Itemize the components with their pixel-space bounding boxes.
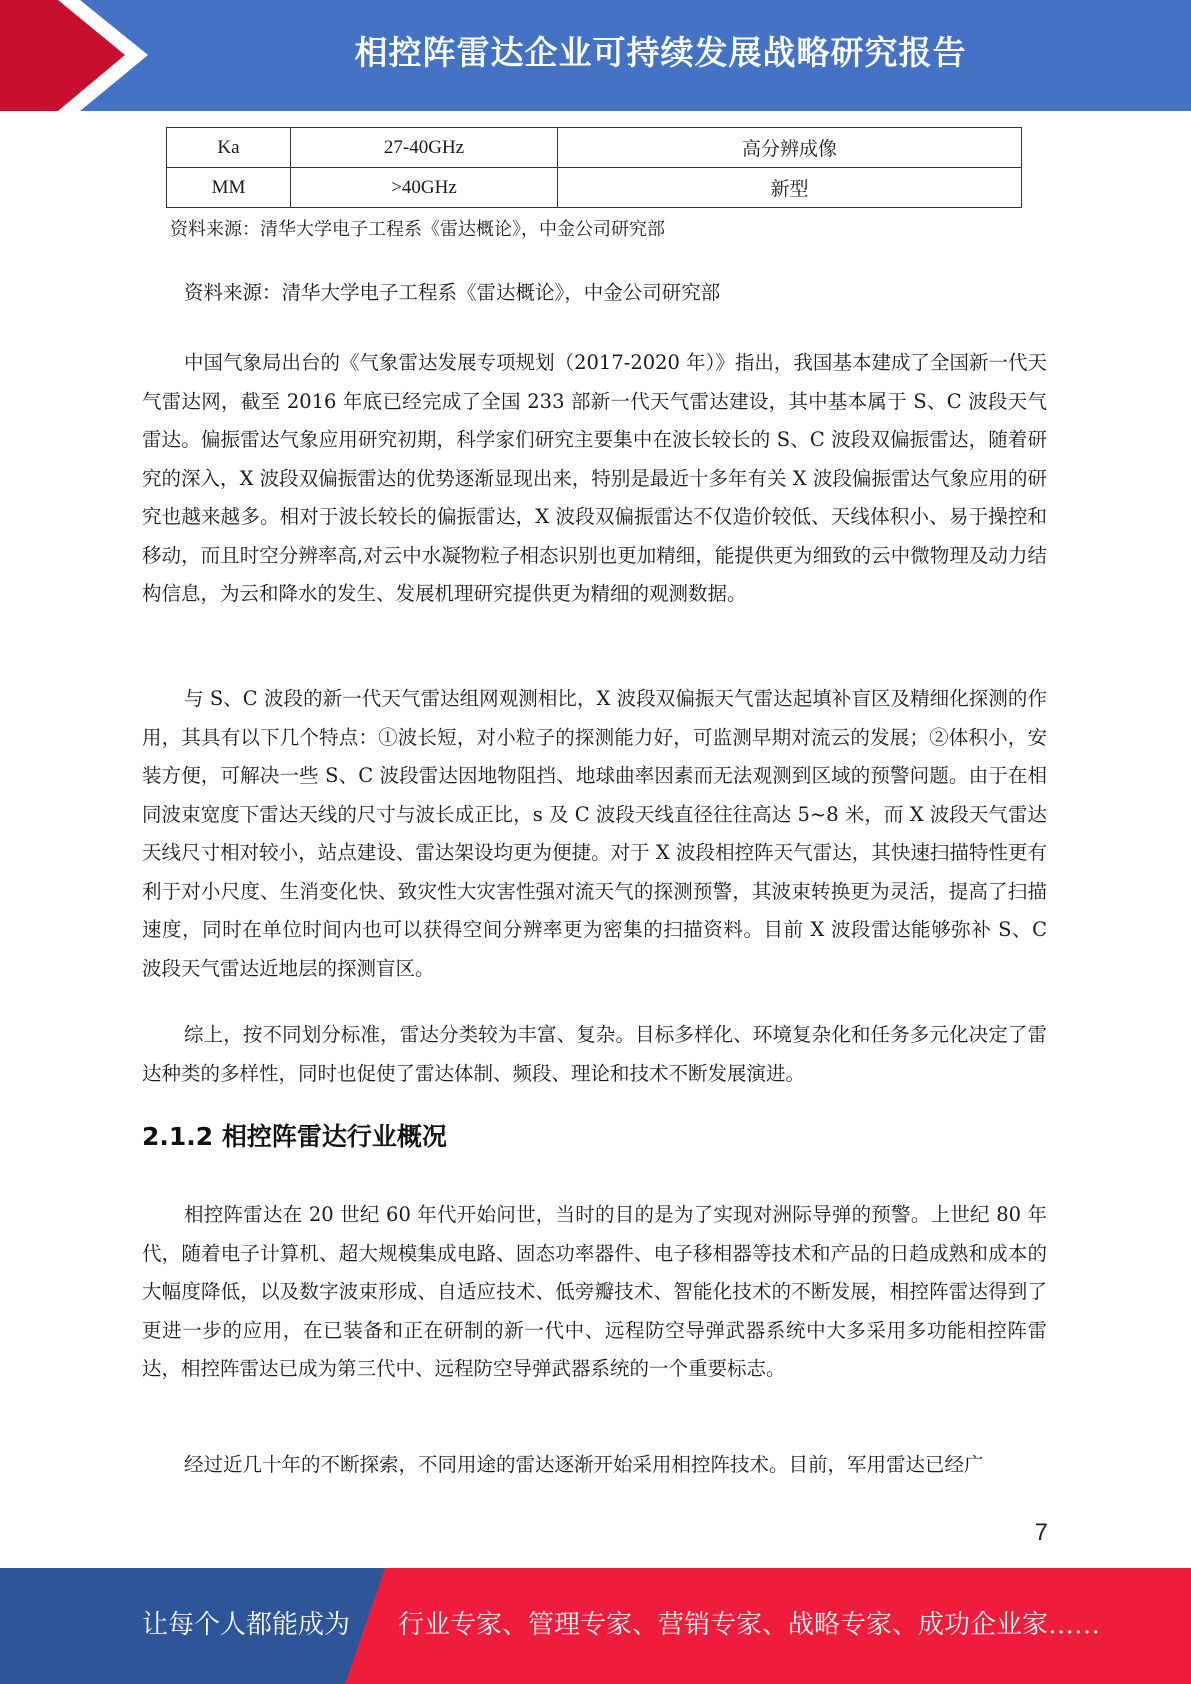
table-cell: >40GHz [291,168,558,208]
frequency-band-table [166,127,1022,208]
table-cell: MM [167,168,291,208]
source-note: 资料来源：清华大学电子工程系《雷达概论》，中金公司研究部 [184,281,721,304]
report-title: 相控阵雷达企业可持续发展战略研究报告 [354,33,967,72]
table-source-note: 资料来源：清华大学电子工程系《雷达概论》，中金公司研究部 [170,219,665,240]
body-paragraph: 经过近几十年的不断探索，不同用途的雷达逐渐开始采用相控阵技术。目前，军用雷达已经广 [184,1453,984,1476]
table-cell: 高分辨成像 [558,128,1022,168]
page-header [0,0,1191,111]
page-number: 7 [1034,1519,1048,1546]
table-cell: 新型 [558,168,1022,208]
section-heading: 2.1.2 相控阵雷达行业概况 [142,1122,447,1151]
page-footer [0,1568,1191,1684]
body-paragraph: 相控阵雷达在 20 世纪 60 年代开始问世，当时的目的是为了实现对洲际导弹的预警。上世纪 80 年代，随着电子计算机、超大规模集成电路、固态功率器件、电子移相器等技术和产品的日趋成熟和成本的大幅度降低，以及数字波束形成、自适应技术、低旁瓣技术、智能化技术的不断发展，相控阵雷达得到了更进一步的应用，在已装备和正在研制的新一代中、远程防空导弹武器系统中大多采用多功能相控阵雷达，相控阵雷达已成为第三代中、远程防空导弹武器系统的一个重要标志。 [142,1203,1047,1380]
body-paragraph: 与 S、C 波段的新一代天气雷达组网观测相比，X 波段双偏振天气雷达起填补盲区及精细化探测的作用，其具有以下几个特点：①波长短，对小粒子的探测能力好，可监测早期对流云的发展；②体积小，安装方便，可解决一些 S、C 波段雷达因地物阻挡、地球曲率因素而无法观测到区域的预警问题。由于在相同波束宽度下雷达天线的尺寸与波长成正比，s 及 C 波段天线直径往往高达 5~8 米，而 X 波段天气雷达天线尺寸相对较小，站点建设、雷达架设均更为便捷。对于 X 波段相控阵天气雷达，其快速扫描特性更有利于对小尺度、生消变化快、致灾性大灾害性强对流天气的探测预警，其波束转换更为灵活，提高了扫描速度，同时在单位时间内也可以获得空间分辨率更为密集的扫描资料。目前 X 波段雷达能够弥补 S、C 波段天气雷达近地层的探测盲区。 [142,687,1047,980]
footer-slogan-right: 行业专家、管理专家、营销专家、战略专家、成功企业家…… [398,1610,1101,1640]
table-cell: 27-40GHz [291,128,558,168]
header-arrow-decoration [0,0,200,111]
body-paragraph: 中国气象局出台的《气象雷达发展专项规划（2017-2020 年）》指出，我国基本建成了全国新一代天气雷达网，截至 2016 年底已经完成了全国 233 部新一代天气雷达建设，其中基本属于 S、C 波段天气雷达。偏振雷达气象应用研究初期，科学家们研究主要集中在波长较长的 S、C 波段双偏振雷达，随着研究的深入，X 波段双偏振雷达的优势逐渐显现出来，特别是最近十多年有关 X 波段偏振雷达气象应用的研究也越来越多。相对于波长较长的偏振雷达，X 波段双偏振雷达不仅造价较低、天线体积小、易于操控和移动，而且时空分辨率高,对云中水凝物粒子相态识别也更加精细，能提供更为细致的云中微物理及动力结构信息，为云和降水的发生、发展机理研究提供更为精细的观测数据。 [142,351,1047,605]
body-paragraph: 综上，按不同划分标准，雷达分类较为丰富、复杂。目标多样化、环境复杂化和任务多元化决定了雷达种类的多样性，同时也促使了雷达体制、频段、理论和技术不断发展演进。 [142,1023,1047,1085]
table-row [167,128,1022,168]
table-cell: Ka [167,128,291,168]
table-row [167,168,1022,208]
footer-slogan-left: 让每个人都能成为 [142,1610,351,1640]
